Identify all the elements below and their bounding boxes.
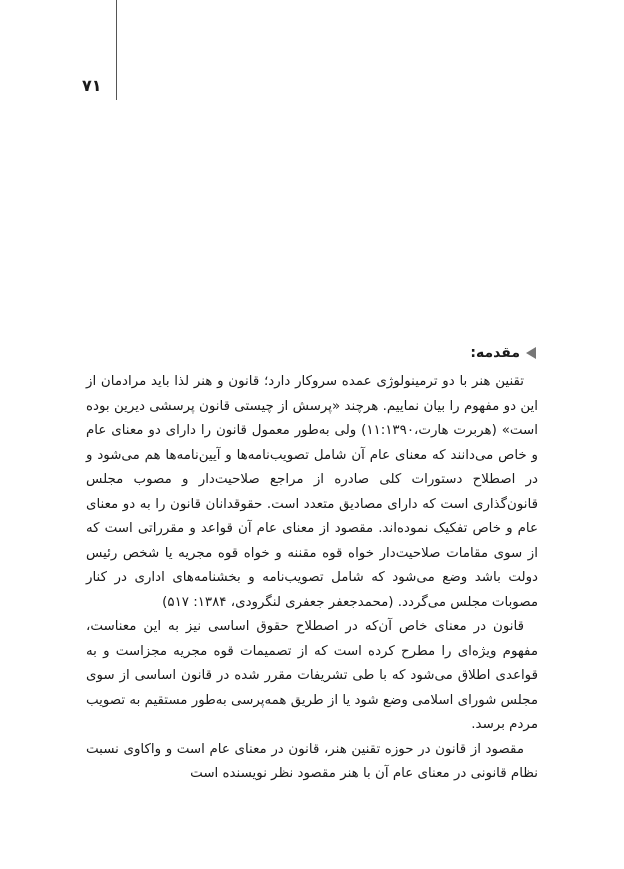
body-text [86,370,538,787]
triangle-bullet-icon [526,347,536,359]
section-heading [470,345,536,361]
section-title: مقدمه: [470,345,520,361]
paragraph: مقصود از قانون در حوزه تقنین هنر، قانون در معنای عام است و واکاوی نسبت نظام قانونی در معنای عام آن با هنر مقصود نظر نویسنده است [86,741,538,781]
margin-rule [116,0,117,100]
paragraph: قانون در معنای خاص آن‌که در اصطلاح حقوق اساسی نیز به این معناست، مفهوم ویژه‌ای را مطرح کرده است که از تصمیمات قوه مجریه مجزاست و به قواعدی اطلاق می‌شود که با طی تشریفات مقرر شده در قانون اساسی از سوی مجلس شورای اسلامی وضع شود یا از طریق همه‌پرسی به‌طور مستقیم به تصویب مردم برسد. [86,619,538,732]
page-number: ۷۱ [82,76,102,95]
paragraph: تقنین هنر با دو ترمینولوژی عمده سروکار دارد؛ قانون و هنر لذا باید مرادمان از این دو مفهوم را بیان نماییم. هرچند «پرسش از چیستی قانون پرسشی دیرین بوده است» (هربرت هارت،۱۱:۱۳۹۰) ولی به‌طور معمول قانون را دارای دو معنای عام و خاص می‌دانند که معنای عام آن شامل تصویب‌نامه‌ها و آیین‌نامه‌ها هم می‌شود و در اصطلاح دستورات کلی صادره از مراجع صلاحیت‌دار و مصوب مجلس قانون‌گذاری است که دارای مصادیق متعدد است. حقوقدانان قانون را به دو معنای عام و خاص تفکیک نموده‌اند. مقصود از معنای عام آن قواعد و مقرراتی است که از سوی مقامات صلاحیت‌دار خواه قوه مقننه و خواه قوه مجریه یا شخص رئیس دولت باشد وضع می‌شود که شامل تصویب‌نامه و بخشنامه‌های اداری در کنار مصوبات مجلس می‌گردد. (محمدجعفر جعفری لنگرودی، ۱۳۸۴: ۵۱۷) [86,374,538,610]
